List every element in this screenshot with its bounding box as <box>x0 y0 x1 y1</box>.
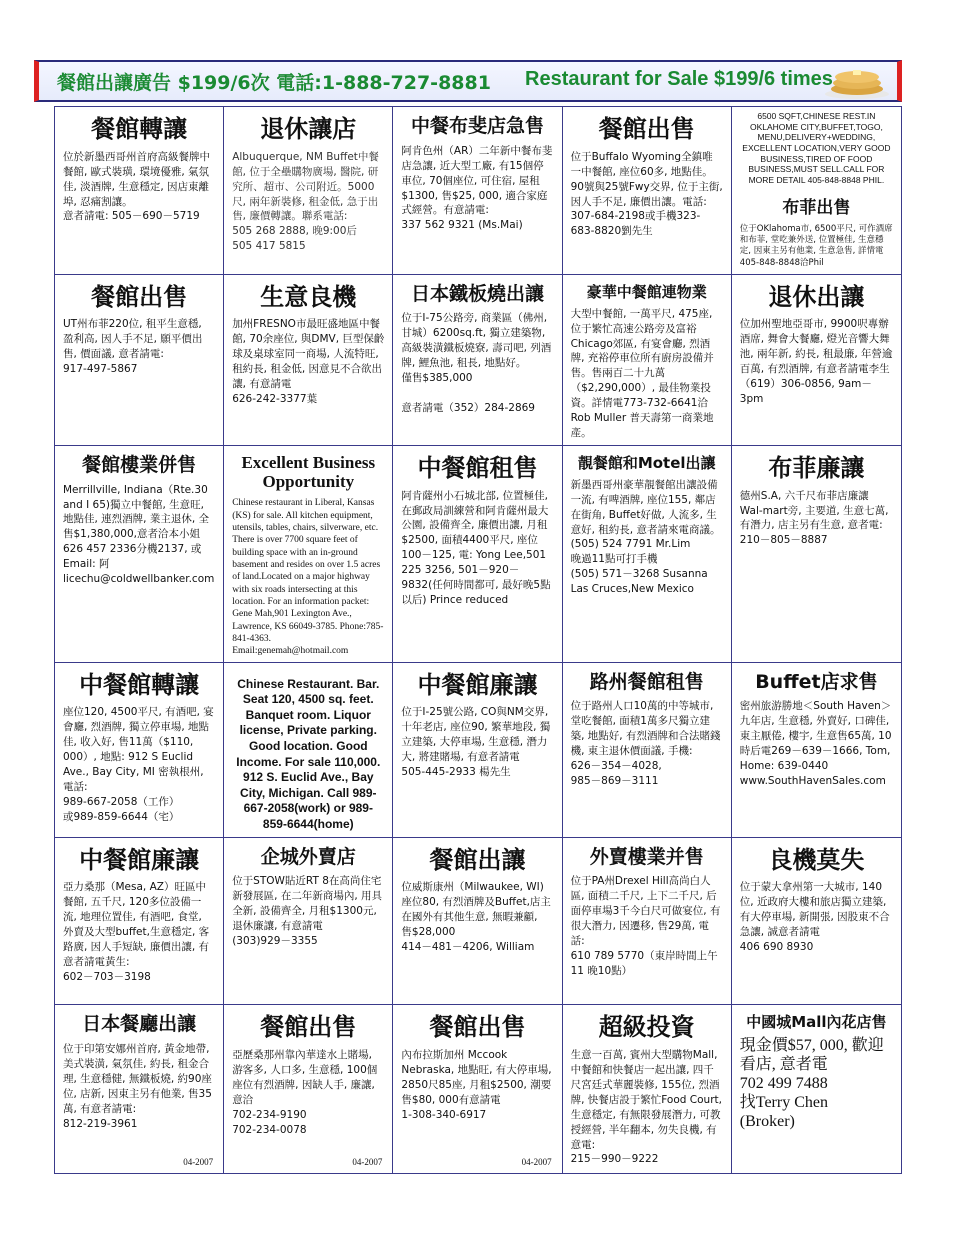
banner-english-text: Restaurant for Sale $199/6 times <box>525 68 833 90</box>
banner-chinese-text: 餐館出讓廣告 $199/6次 電話:1-888-727-8881 <box>57 72 491 94</box>
ad-cell <box>563 663 732 838</box>
ad-title: 餐館出讓 <box>429 845 526 874</box>
ad-title: 中餐布斐店急售 <box>410 115 544 137</box>
ad-title: 生意良機 <box>260 282 357 311</box>
ad-cell <box>563 838 732 1006</box>
ad-body: Seat 120, 4500 sq. feet. Banquet room. Liquor license, Private parking. Good location. Good Income. For sale 110,000. 912 S. Euclid Ave., Bay City, Michigan. Call 989-667-2058(work) or 989-859-6644(home) <box>236 692 381 832</box>
ad-title: 日本鐵板燒出讓 <box>410 282 544 305</box>
ad-body: 內布拉斯加州 Mccook Nebraska, 地點旺, 有大停車場, 2850尺85座, 月租$2500, 潮要售$80, 000有意請電 1-308-340-6917 <box>401 1049 552 1121</box>
ad-title: Excellent Business Opportunity <box>241 452 376 491</box>
ad-body: 亞力桑那（Mesa, AZ）旺區中餐館, 五千尺, 120多位設備一流, 地理位置佳, 有酒吧, 食堂, 外賣及大型buffet,生意穩定, 客路廣, 因人手短缺, 廉價出讓, 有意者請電黃生: 602－703－3198 <box>63 881 210 983</box>
ad-cell <box>563 1005 732 1173</box>
ad-body: Merrillville, Indiana（Rte.30 and I 65)獨立中餐館, 生意旺, 地點佳, 連烈酒牌, 業主退休, 全售$1,380,000,意者洽本小姐626 457 2336分機2137, 或Email: 阿licechu@coldwellbanker.com <box>63 483 215 586</box>
ad-title: 路州餐館租售 <box>589 670 704 693</box>
ad-grid <box>54 106 902 1174</box>
ad-body: 密州旅游勝地＜South Haven＞九年店, 生意穩, 外賣好, 口碑佳, 東主厭倦, 樓宇, 生意售65萬, 10時后電269－639－1666, Tom, Home: 639-0440 www.SouthHavenSales.com <box>739 700 892 788</box>
ad-cell <box>55 107 224 275</box>
ad-cell <box>732 1005 901 1173</box>
ad-body: 座位120, 4500平尺, 有酒吧, 宴會廳, 烈酒牌, 獨立停車場, 地點佳, 收入好, 售11萬（$110, 000）, 地點: 912 S Euclid Ave., Bay City, MI 密執根州, 電話: 989-667-2058（工作） 或989-859-6644（宅） <box>63 706 214 823</box>
ad-cell <box>55 838 224 1006</box>
ad-cell <box>393 838 562 1006</box>
ad-date: 04-2007 <box>352 1157 383 1167</box>
ad-title: 中餐館租售 <box>417 453 538 482</box>
ad-title: 企城外賣店 <box>260 845 356 868</box>
ad-title: 良機莫失 <box>768 845 865 874</box>
ad-body: 德州S.A, 六千尺布菲店廉讓 Wal-mart旁, 主要道, 生意七萬, 有潛力, 店主另有生意, 意者電: 210－805－8887 <box>739 489 889 547</box>
ad-body: 新墨西哥州豪華靚餐館出讓設備一流, 有啤酒牌, 座位155, 鄰店在街角, Buffet好做, 人流多, 生意好, 租約長, 意者請來電商議。 (505) 524 7791 Mr.Lim 晚過11點可打手機 (505) 571－3268 Susanna Las Cruces,New Mexico <box>570 478 721 596</box>
ad-body: 位于Buffalo Wyoming全鎮唯一中餐館, 座位60多, 地點佳。90號與25號Fwy交界, 位于主街, 因人手不足, 廉價出讓。電話: 307-684-2198或手機323-683-8820劉先生 <box>570 150 723 238</box>
ad-cell <box>563 446 732 663</box>
ad-title: 餐館出售 <box>598 115 695 143</box>
ad-body: UT州布菲220位, 租平生意穩, 盈利高, 因人手不足, 願平價出售, 價面議, 意者請電: 917-497-5867 <box>63 318 203 376</box>
ad-cell <box>55 1005 224 1173</box>
ad-title: 餐館樓業併售 <box>82 453 197 476</box>
ad-body: 阿肯色州（AR）二年新中餐布斐店急讓, 近大型工廠, 有15個停車位, 70個座位, 可住宿, 屋租$1300, 售$25, 000, 適合家庭式經營。有意請電: 337 562 9321 (Ms.Mai) <box>401 144 553 232</box>
ad-body: 位于STOW貼近RT 8在高尚住宅新發展區, 在二年新商場內, 用具全新, 設備齊全, 月租$1300元, 退休廉讓, 有意請電 (303)929－3355 <box>232 875 383 948</box>
ad-title: 靚餐館和Motel出讓 <box>577 453 716 472</box>
ad-body: 阿肯薩州小石城北部, 位置極佳, 在郵政局訓練營和阿肯薩州最大公園, 設備齊全, 廉價出讓, 月租$2500, 面積4400平尺, 座位100－125, 電: Yong Lee,501 225 3256, 501－920－9832(任何時間都可, 最好晚5點以后) Prince reduced <box>401 489 551 606</box>
ad-cell <box>393 1005 562 1173</box>
ad-cell <box>732 663 901 838</box>
ad-cell <box>732 446 901 663</box>
ad-body: 加州FRESNO市最旺盛地區中餐館, 70余座位, 與DMV, 巨型保齡球及桌球室同一商場, 人流特旺, 租約長, 租金低, 因意見不合欲出讓, 有意請電 626-242-3377葉 <box>232 318 385 406</box>
ad-title: 豪華中餐館連物業 <box>586 282 707 301</box>
ad-title: 布菲廉讓 <box>768 453 865 482</box>
ad-body: 生意一百萬, 賓州大型購物Mall, 中餐館和快餐店一起出讓, 四千尺宮廷式華麗裝修, 155位, 烈酒牌, 快餐店設于繁忙Food Court,生意穩定, 有無限發展潛力, 可教授經營, 半年翻本, 勿失良機, 有意電: 215－990－9222 <box>570 1049 722 1166</box>
ad-body: 亞歷桑那州靠內華達水上賭場, 游客多, 人口多, 生意穩, 100個座位有烈酒牌, 因缺人手, 廉讓, 意洽 702-234-9190 702-234-0078 <box>232 1049 378 1136</box>
ad-body: 位于OKlahoma市, 6500平尺, 可作酒席和布菲, 堂吃兼外送, 位置極佳, 生意穩定, 因東主另有他業, 生意急售, 詳情電405-848-8848洽Phil <box>739 224 893 268</box>
ad-cell <box>224 838 393 1006</box>
ad-title: 超級投資 <box>598 1013 695 1042</box>
ad-cell <box>393 663 562 838</box>
ad-cell <box>224 107 393 275</box>
ad-body: 現金價$57, 000, 歡迎看店, 意者電 702 499 7488 找Terry Chen (Broker) <box>739 1037 884 1130</box>
ad-body: Chinese restaurant in Liberal, Kansas (KS) for sale. All kitchen equipment, utensils, tables, chairs, silverware, etc. There is over 7700 square feet of building space with an in-ground basement and resides on over 1.5 acres of land.Located on a major highway with six roads intersecting at this location. For an information packet: Gene Mah,901 Lexington Ave., Lawrence, KS 66049-3785. Phone:785-841-4363. Email:genemah@hotmail.com <box>232 498 384 657</box>
ad-cell <box>393 107 562 275</box>
ad-body: 位威斯康州（Milwaukee, WI)座位80, 有烈酒牌及Buffet,店主在國外有其他生意, 無暇兼顧, 售$28,000 414－481－4206, William <box>401 881 551 954</box>
ad-title: 中餐館廉讓 <box>79 845 200 874</box>
ad-body: 位于印第安娜州首府, 黃金地帶, 美式裝潢, 氣氛佳, 約長, 租金合理, 生意穩健, 無鐵板燒, 約90座位, 店新, 因東主另有他業, 售35萬, 有意者請電: 812-219-3961 <box>63 1043 212 1130</box>
ad-cell <box>563 275 732 446</box>
ad-body: 位於新墨西哥州首府高級餐牌中餐館, 歐式裝璜, 環境優雅, 氣氛佳, 淡酒牌, 生意穩定, 因店東離埠, 忍痛割讓。 意者請電: 505－690－5719 <box>63 150 210 223</box>
ad-body: 位于蒙大拿州第一大城市, 140位, 近政府大樓和旅店獨立建築, 有大停車場, 新開張, 因股東不合急讓, 誠意者請電 406 690 8930 <box>739 881 890 954</box>
ad-title: 餐館出售 <box>91 282 188 311</box>
ad-body: Albuquerque, NM Buffet中餐館, 位于全壘購物廣場, 醫院, 研究所、超市、公司附近。5000尺, 兩年新裝修, 租金低, 急于出售, 廉價轉讓。聯系電話: 505 268 2888, 晚9:00后 505 417 5815 <box>232 150 379 253</box>
ad-title: 退休讓店 <box>260 115 357 143</box>
ad-title: 布菲出售 <box>782 198 851 219</box>
ad-cell <box>55 275 224 446</box>
ad-title: 餐館出售 <box>429 1013 526 1042</box>
ad-body: 位于PA州Drexel Hill高尚白人區, 面積二千尺, 上下二千尺, 后面停車場3千今白尺可做宴位, 有很大潛力, 因遷移, 售29萬, 電話: 610 789 5770（東岸時間上午11 晚10點） <box>570 875 721 977</box>
ad-title: 中餐館廉讓 <box>417 670 538 699</box>
ad-cell <box>55 446 224 663</box>
ad-title: 退休出讓 <box>768 282 865 311</box>
ad-body: 位于路州人口10萬的中等城市, 堂吃餐館, 面積1萬多尺獨立建築, 地點好, 有烈酒牌和合法賭錢機, 東主退休價面議, 手機: 626－354－4028, 985－869－3111 <box>570 700 721 788</box>
ad-cell <box>55 663 224 838</box>
ad-cell <box>224 663 393 838</box>
ad-title: Chinese Restaurant. Bar. <box>237 676 380 691</box>
ad-cell <box>393 446 562 663</box>
ad-body: 位于I-25號公路, CO與NM交界, 十年老店, 座位90, 繁華地段, 獨立建築, 大停車場, 生意穩, 潛力大, 將建賭場, 有意者請電 505-445-2933 楊先生 <box>401 706 551 779</box>
ad-title: 餐館出售 <box>260 1013 357 1042</box>
ad-body: 位于I-75公路旁, 商業區（佛州, 甘城）6200sq.ft, 獨立建築物, 高級裝潢鐵板燒寮, 壽司吧, 列酒牌, 鯉魚池, 租長, 地點好。 僅售$385,000 意者請電（352）284-2869 <box>401 312 552 414</box>
ad-title: 外賣樓業并售 <box>589 845 704 868</box>
ad-body: 大型中餐館, 一萬平尺, 475座, 位于繁忙高速公路旁及富裕Chicago郊區, 有宴會廳, 烈酒牌, 充裕停車位所有廚房設備并售。售兩百二十九萬（$2,290,000）, 最佳物業投資。詳情電773-732-6641洽Rob Muller 普天壽第一商業地產。 <box>570 307 714 439</box>
ad-cell <box>732 275 901 446</box>
ad-cell <box>224 275 393 446</box>
ad-title: 日本餐廳出讓 <box>82 1013 197 1036</box>
ad-intro-english: 6500 SQFT,CHINESE REST.IN OKLAHOME CITY,BUFFET,TOGO, MENU,DELIVERY+WEDDING, EXCELLENT LOCATION,VERY GOOD BUSINESS,TIRED OF FOOD BUSINESS,MUST SELL.CALL FOR MORE DETAIL 405-848-8848 PHIL. <box>742 111 891 185</box>
ad-cell <box>563 107 732 275</box>
ad-cell <box>732 107 901 275</box>
header-banner <box>34 60 902 102</box>
ad-date: 04-2007 <box>521 1157 552 1167</box>
ad-title: Buffet店求售 <box>755 670 878 693</box>
ad-title: 餐館轉讓 <box>91 115 188 143</box>
ad-cell <box>732 838 901 1006</box>
ad-title: 中國城Mall內花店售 <box>746 1013 887 1032</box>
ad-cell <box>393 275 562 446</box>
ad-cell <box>224 1005 393 1173</box>
ad-date: 04-2007 <box>183 1157 214 1167</box>
ad-cell <box>224 446 393 663</box>
pancake-icon <box>823 64 891 100</box>
ad-title: 中餐館轉讓 <box>79 670 200 699</box>
ad-body: 位加州聖地亞哥市, 9900呎專辦酒席, 舞會大餐廳, 燈光音響大舞池, 兩年新, 約長, 租最廉, 年營逾百萬, 有烈酒牌, 有意者請電李生（619）306-0856, 9am－3pm <box>739 318 893 406</box>
